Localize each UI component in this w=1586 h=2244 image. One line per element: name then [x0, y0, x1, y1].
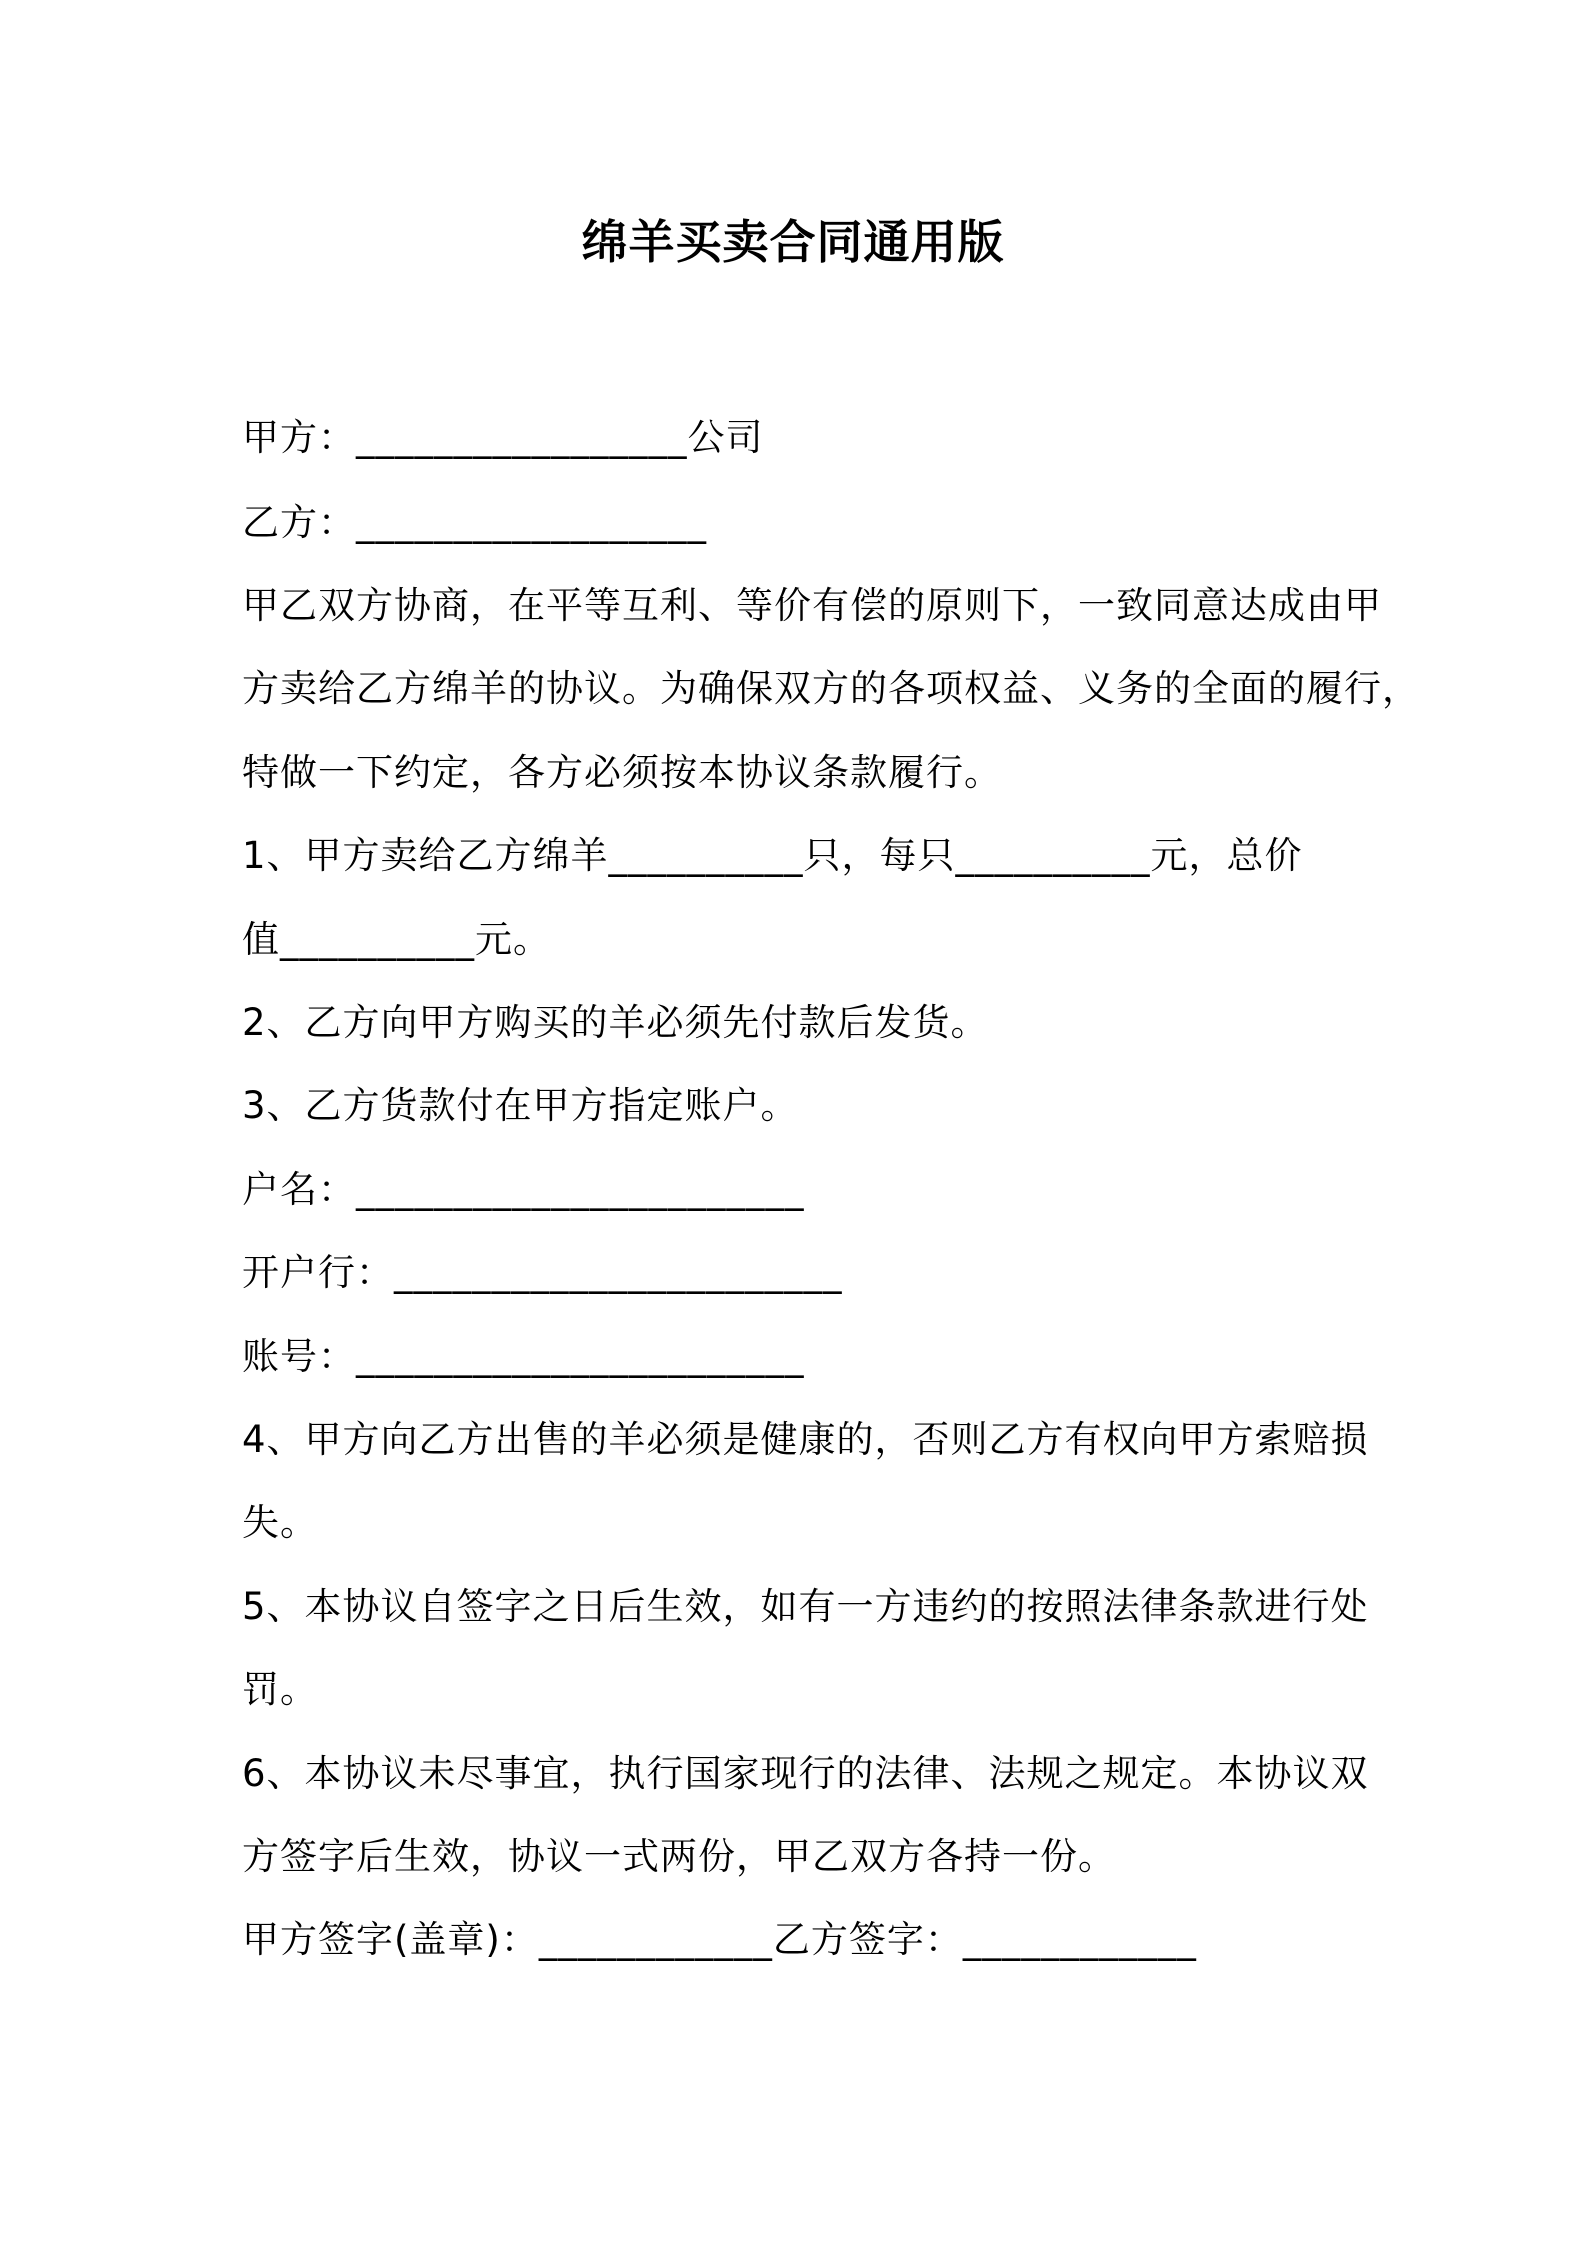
account-number-line: 账号：_______________________ — [242, 1335, 805, 1378]
clause-1-line-2: 值__________元。 — [242, 918, 551, 961]
account-name-line: 户名：_______________________ — [242, 1168, 805, 1211]
clause-5-line-2: 罚。 — [242, 1668, 318, 1711]
clause-4-line-1: 4、甲方向乙方出售的羊必须是健康的，否则乙方有权向甲方索赔损 — [242, 1418, 1369, 1461]
party-b-line: 乙方：__________________ — [242, 501, 707, 544]
preamble-line-3: 特做一下约定，各方必须按本协议条款履行。 — [242, 751, 1002, 794]
party-a-line: 甲方：_________________公司 — [242, 416, 764, 459]
clause-6-line-1: 6、本协议未尽事宜，执行国家现行的法律、法规之规定。本协议双 — [242, 1752, 1369, 1795]
document-title: 绵羊买卖合同通用版 — [581, 215, 1005, 269]
clause-2-line: 2、乙方向甲方购买的羊必须先付款后发货。 — [242, 1001, 989, 1044]
clause-1-line-1: 1、甲方卖给乙方绵羊__________只，每只__________元，总价 — [242, 834, 1303, 877]
clause-3-line: 3、乙方货款付在甲方指定账户。 — [242, 1084, 799, 1127]
clause-6-line-2: 方签字后生效，协议一式两份，甲乙双方各持一份。 — [242, 1835, 1116, 1878]
preamble-line-1: 甲乙双方协商，在平等互利、等价有偿的原则下，一致同意达成由甲 — [242, 584, 1382, 627]
preamble-line-2: 方卖给乙方绵羊的协议。为确保双方的各项权益、义务的全面的履行， — [242, 667, 1420, 710]
bank-line: 开户行：_______________________ — [242, 1251, 843, 1294]
clause-5-line-1: 5、本协议自签字之日后生效，如有一方违约的按照法律条款进行处 — [242, 1585, 1369, 1628]
signature-line: 甲方签字(盖章)：____________乙方签字：____________ — [242, 1918, 1197, 1961]
clause-4-line-2: 失。 — [242, 1501, 318, 1544]
